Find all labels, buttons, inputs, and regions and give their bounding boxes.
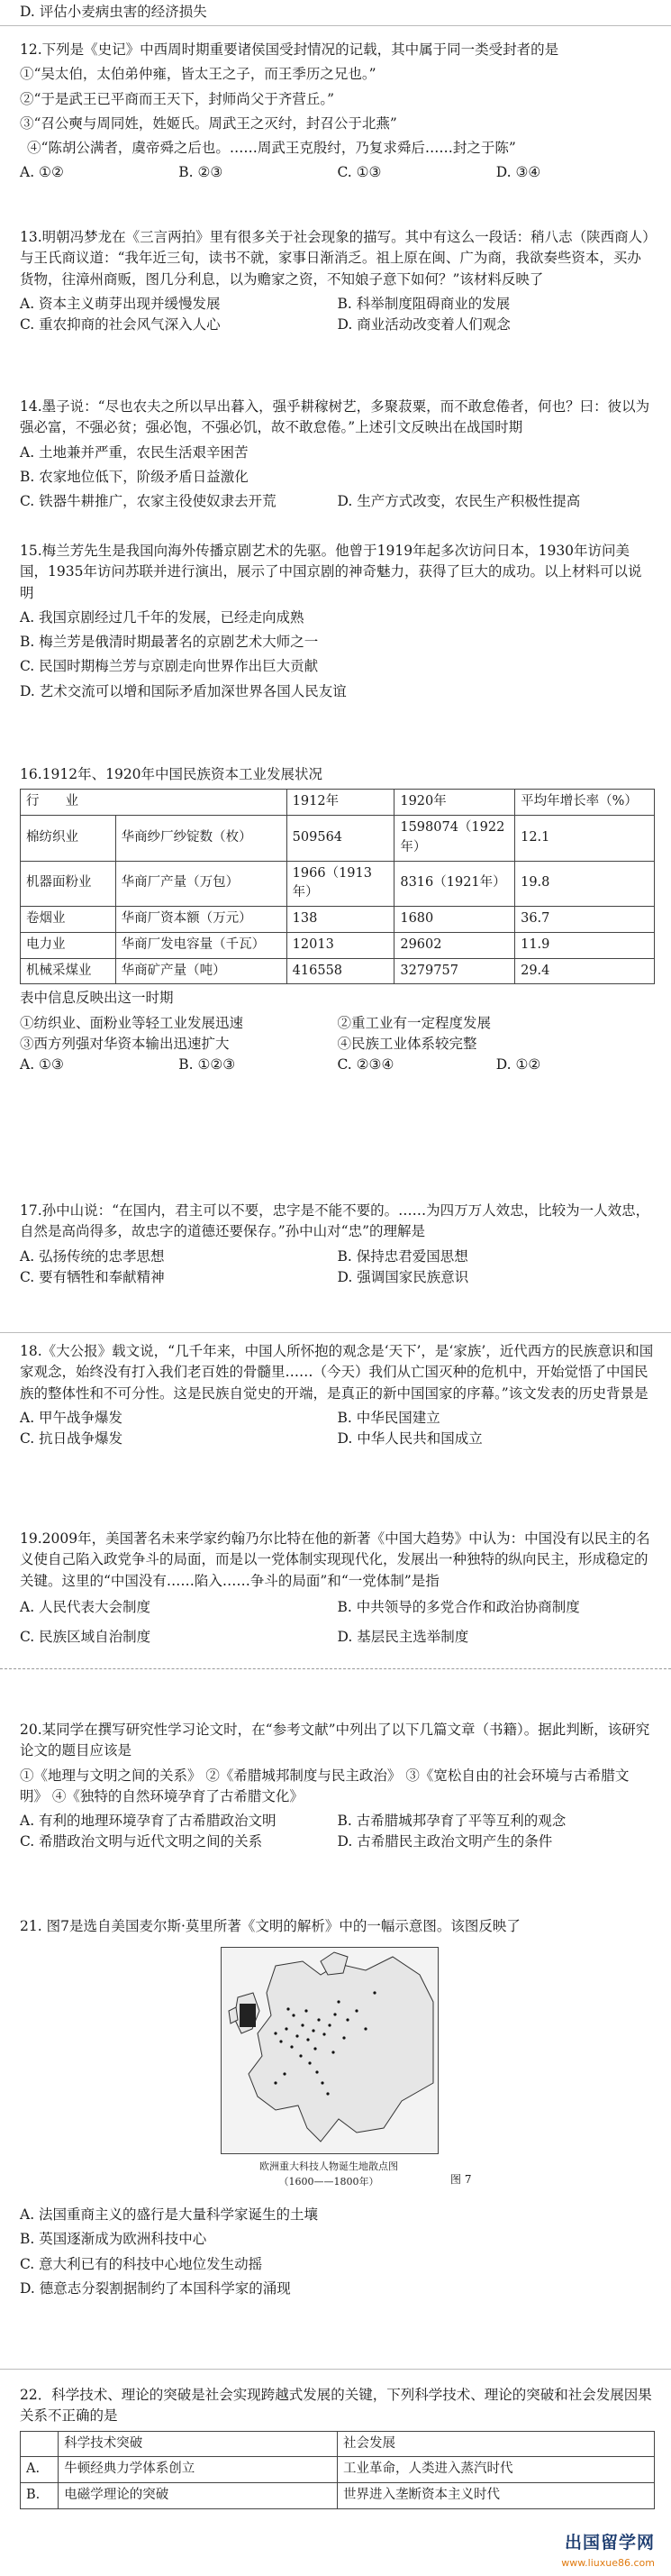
option-b[interactable]: B. 梅兰芳是俄清时期最著名的京剧艺术大师之一 <box>20 634 319 650</box>
option-a[interactable]: A. 资本主义萌芽出现并缓慢发展 <box>20 295 221 312</box>
table-cell: 509564 <box>286 816 394 862</box>
table-cell: 电力业 <box>21 932 116 958</box>
options-row <box>20 1627 655 1648</box>
table-cell: B. <box>21 2483 59 2509</box>
table-cell: 工业革命，人类进入蒸汽时代 <box>337 2457 654 2483</box>
question-item: ②重工业有一定程度发展 <box>337 1014 492 1031</box>
table-cell: 29602 <box>394 932 515 958</box>
table-cell: 1598074（1922年） <box>394 816 515 862</box>
table-cell: 12.1 <box>515 816 655 862</box>
answer-table <box>20 2431 655 2509</box>
watermark-title: 出国留学网 <box>564 2533 655 2553</box>
table-row <box>21 816 655 862</box>
options-row <box>20 1429 655 1449</box>
question-prompt: 表中信息反映出这一时期 <box>20 990 174 1007</box>
table-cell: 19.8 <box>515 861 655 907</box>
option-c[interactable]: C. 铁器牛耕推广，农家主役使奴隶去开荒 <box>20 493 277 509</box>
question-item: ①纺织业、面粉业等轻工业发展迅速 <box>20 1014 244 1031</box>
question-stem: 22．科学技术、理论的突破是社会实现跨越式发展的关键，下列科学技术、理论的突破和社会发展因果关系不正确的是 <box>20 2387 652 2425</box>
question-22 <box>20 2385 655 2509</box>
question-12 <box>20 40 655 184</box>
figure-label: 图 7 <box>450 2173 472 2186</box>
table-header-row <box>21 790 655 816</box>
table-cell: 卷烟业 <box>21 907 116 933</box>
option-c[interactable]: C. 要有牺牲和奉献精神 <box>20 1268 165 1285</box>
options-row <box>20 315 655 335</box>
question-item: ③西方列强对华资本输出迅速扩大 <box>20 1035 230 1052</box>
table-row <box>21 958 655 984</box>
question-15 <box>20 541 655 706</box>
option-d[interactable]: D. 中华人民共和国成立 <box>337 1430 483 1447</box>
option-d[interactable]: D. 古希腊民主政治文明产生的条件 <box>337 1833 553 1850</box>
table-cell: 华商纱厂纱锭数（枚） <box>115 816 286 862</box>
question-stem: 18.《大公报》载文说，“几千年来，中国人所怀抱的观念是‘天下’，是‘家族’，近代西方的民族意识和国家观念，始终没有打入我们老百姓的骨髓里……（今天）我们从亡国灭种的危机中，开始觉悟了中国民族的整体性和不可分性。这是民族自觉史的开端，是真正的新中国国家的序幕。”该文发表的历史背景是 <box>20 1343 654 1402</box>
option-a[interactable]: A. 弘扬传统的忠孝思想 <box>20 1247 165 1265</box>
table-cell: 11.9 <box>515 932 655 958</box>
option-c[interactable]: C. 希腊政治文明与近代文明之间的关系 <box>20 1833 263 1850</box>
option-b[interactable]: B. 古希腊城邦孕育了平等互利的观念 <box>337 1813 567 1829</box>
option-c[interactable]: C. 民族区域自治制度 <box>20 1629 151 1645</box>
option-b[interactable]: B. ①②③ <box>178 1056 236 1073</box>
watermark-url: www.liuxue86.com <box>561 2556 655 2569</box>
table-cell: 416558 <box>286 958 394 984</box>
option-d[interactable]: D. 强调国家民族意识 <box>337 1268 469 1285</box>
option-b[interactable]: B. ②③ <box>178 164 223 181</box>
question-18 <box>20 1341 655 1449</box>
table-cell: 36.7 <box>515 907 655 933</box>
option-a[interactable]: A. 土地兼并严重，农民生活艰辛困苦 <box>20 443 249 461</box>
question-19 <box>20 1529 655 1648</box>
option-a[interactable]: A. 甲午战争爆发 <box>20 1409 123 1426</box>
question-stem: 19.2009年，美国著名未来学家约翰乃尔比特在他的新著《中国大趋势》中认为：中国没有以民主的名义使自己陷入政党争斗的局面，而是以一党体制实现现代化，发展出一种独特的纵向民主，形成稳定的关键。这里的“中国没有……陷入……争斗的局面”和“一党体制”是指 <box>20 1530 650 1589</box>
map-caption <box>221 2160 437 2189</box>
europe-map-icon <box>222 1948 438 2153</box>
option-c[interactable]: C. ②③④ <box>337 1056 394 1073</box>
table-row <box>21 861 655 907</box>
question-item: ④民族工业体系较完整 <box>337 1035 477 1052</box>
question-stem: 12.下列是《史记》中西周时期重要诸侯国受封情况的记载，其中属于同一类受封者的是 <box>20 41 559 58</box>
question-14 <box>20 397 655 512</box>
table-row <box>21 932 655 958</box>
table-row <box>21 2457 655 2483</box>
map-caption-years: （1600——1800年） <box>278 2175 379 2188</box>
divider <box>0 1332 671 1333</box>
table-header-row <box>21 2431 655 2457</box>
options-row <box>20 1247 655 1267</box>
option-c[interactable]: C. 民国时期梅兰芳与京剧走向世界作出巨大贡献 <box>20 658 319 675</box>
divider <box>0 1668 671 1669</box>
option-d[interactable]: D. 艺术交流可以增和国际矛盾加深世界各国人民友谊 <box>20 682 347 699</box>
option-c[interactable]: C. ①③ <box>337 164 382 181</box>
table-cell: 牛顿经典力学体系创立 <box>59 2457 338 2483</box>
options-row <box>20 1811 655 1832</box>
table-cell: A. <box>21 2457 59 2483</box>
question-stem: 16.1912年、1920年中国民族资本工业发展状况 <box>20 766 323 782</box>
option-d[interactable]: D. 商业活动改变着人们观念 <box>337 316 511 333</box>
option-d[interactable]: D. 基层民主选举制度 <box>337 1629 469 1645</box>
divider <box>0 25 671 26</box>
option-b[interactable]: B. 中华民国建立 <box>337 1409 440 1426</box>
question-stem: 21. 图7是选自美国麦尔斯·莫里所著《文明的解析》中的一幅示意图。该图反映了 <box>20 1918 521 1934</box>
question-stem: 13.明朝冯梦龙在《三言两拍》里有很多关于社会现象的描写。其中有这么一段话：稍八志（陕西商人）与王氏商议道：“我年近三旬，读书不就，家事日渐消乏。祖上原在闽、广为商，我欲奏些资本，买办货物，往漳州商贩，图几分利息，以为赡家之资，不知娘子意下如何？”该材料反映了 <box>20 229 649 288</box>
table-header-cell <box>21 2431 59 2457</box>
option-c[interactable]: C. 重农抑商的社会风气深入人心 <box>20 316 221 333</box>
option-a[interactable]: A. 我国京剧经过几千年的发展，已经走向成熟 <box>20 608 304 626</box>
option-b[interactable]: B. 科举制度阻碍商业的发展 <box>337 295 511 312</box>
question-13 <box>20 227 655 335</box>
table-cell: 华商厂产量（万包） <box>115 861 286 907</box>
table-header-cell: 平均年增长率（%） <box>515 790 655 816</box>
option-b[interactable]: B. 农家地位低下，阶级矛盾日益激化 <box>20 468 249 485</box>
table-cell: 1680 <box>394 907 515 933</box>
question-item: ①“吴太伯，太伯弟仲雍，皆太王之子，而王季历之兄也。” <box>20 66 376 83</box>
table-header-cell: 1912年 <box>286 790 394 816</box>
items-row <box>20 1034 655 1055</box>
question-item: ③“召公奭与周同姓，姓姬氏。周武王之灭纣，封召公于北燕” <box>20 114 397 132</box>
option-a[interactable]: A. 人民代表大会制度 <box>20 1598 151 1615</box>
option-b[interactable]: B. 英国逐渐成为欧洲科技中心 <box>20 2231 207 2248</box>
divider <box>0 2369 671 2370</box>
question-20 <box>20 1720 655 1853</box>
option-c[interactable]: C. 抗日战争爆发 <box>20 1430 123 1447</box>
question-item: ④“陈胡公满者，虞帝舜之后也。……周武王克殷纣，乃复求舜后……封之于陈” <box>27 140 516 156</box>
question-stem: 14.墨子说：“尽也农夫之所以早出暮入，强乎耕稼树艺，多聚菽粟，而不敢怠倦者，何也？曰：彼以为强必富，不强必贫；强必饱，不强必饥，故不敢怠倦。”上述引文反映出在战国时期 <box>20 398 650 436</box>
options-row <box>20 1055 655 1075</box>
option-c[interactable]: C. 意大利已有的科技中心地位发生动摇 <box>20 2255 263 2272</box>
items-row <box>20 1013 655 1034</box>
options-row <box>20 1267 655 1288</box>
question-item: ②“于是武王已平商而王天下，封师尚父于齐营丘。” <box>20 90 335 107</box>
table-cell: 华商厂资本额（万元） <box>115 907 286 933</box>
table-row <box>21 2483 655 2509</box>
table-cell: 12013 <box>286 932 394 958</box>
option-a[interactable]: A. 法国重商主义的盛行是大量科学家诞生的土壤 <box>20 2206 319 2223</box>
table-header-cell: 科学技术突破 <box>59 2431 338 2457</box>
top-option: D. 评估小麦病虫害的经济损失 <box>20 4 207 20</box>
site-watermark <box>561 2530 655 2571</box>
option-d[interactable]: D. 生产方式改变，农民生产积极性提高 <box>337 493 581 509</box>
option-d[interactable]: D. ③④ <box>495 164 541 181</box>
table-cell: 3279757 <box>394 958 515 984</box>
europe-map-figure <box>221 1947 439 2154</box>
data-table <box>20 789 655 984</box>
option-d[interactable]: D. ①② <box>495 1056 541 1073</box>
table-cell: 机器面粉业 <box>21 861 116 907</box>
options-row <box>20 294 655 315</box>
options-row <box>20 491 655 512</box>
option-a[interactable]: A. 有利的地理环境孕育了古希腊政治文明 <box>20 1813 277 1829</box>
table-cell: 8316（1921年） <box>394 861 515 907</box>
question-16 <box>20 764 655 1075</box>
table-cell: 机械采煤业 <box>21 958 116 984</box>
table-cell: 138 <box>286 907 394 933</box>
table-cell: 世界进入垄断资本主义时代 <box>337 2483 654 2509</box>
option-a[interactable]: A. ①③ <box>20 1056 64 1073</box>
table-header-cell: 1920年 <box>394 790 515 816</box>
options-row <box>20 1832 655 1852</box>
option-b[interactable]: B. 保持忠君爱国思想 <box>337 1247 468 1265</box>
options-row <box>20 1597 655 1618</box>
options-row <box>20 162 655 183</box>
table-cell: 29.4 <box>515 958 655 984</box>
option-d[interactable]: D. 德意志分裂割据制约了本国科学家的涌现 <box>20 2279 291 2297</box>
table-cell: 电磁学理论的突破 <box>59 2483 338 2509</box>
table-cell: 棉纺织业 <box>21 816 116 862</box>
table-cell: 1966（1913年） <box>286 861 394 907</box>
table-cell: 华商矿产量（吨） <box>115 958 286 984</box>
table-header-cell: 行 业 <box>21 790 287 816</box>
question-17 <box>20 1201 655 1288</box>
question-stem: 17.孙中山说：“在国内，君主可以不要，忠字是不能不要的。……为四万万人效忠，比较为一人效忠，自然是高尚得多，故忠字的道德还要保存。”孙中山对“忠”的理解是 <box>20 1202 650 1240</box>
question-stem: 15.梅兰芳先生是我国向海外传播京剧艺术的先驱。他曾于1919年起多次访问日本，1930年访问美国，1935年访问苏联并进行演出，展示了中国京剧的神奇魅力，获得了巨大的成功。以上材料可以说明 <box>20 543 642 601</box>
table-header-cell: 社会发展 <box>337 2431 654 2457</box>
question-21 <box>20 1916 655 1941</box>
table-row <box>21 907 655 933</box>
question-21-options <box>20 2205 655 2303</box>
option-b[interactable]: B. 中共领导的多党合作和政治协商制度 <box>337 1598 580 1615</box>
question-stem: 20.某同学在撰写研究性学习论文时，在“参考文献”中列出了以下几篇文章（书籍）。据此判断，该研究论文的题目应该是 <box>20 1722 650 1759</box>
table-cell: 华商厂发电容量（千瓦） <box>115 932 286 958</box>
map-caption-title: 欧洲重大科技人物诞生地散点图 <box>259 2160 398 2172</box>
option-a[interactable]: A. ①② <box>20 164 64 181</box>
question-items: ①《地理与文明之间的关系》 ②《希腊城邦制度与民主政治》 ③《宽松自由的社会环境与古希腊文明》 ④《独特的自然环境孕育了古希腊文化》 <box>20 1767 630 1804</box>
options-row <box>20 1408 655 1429</box>
